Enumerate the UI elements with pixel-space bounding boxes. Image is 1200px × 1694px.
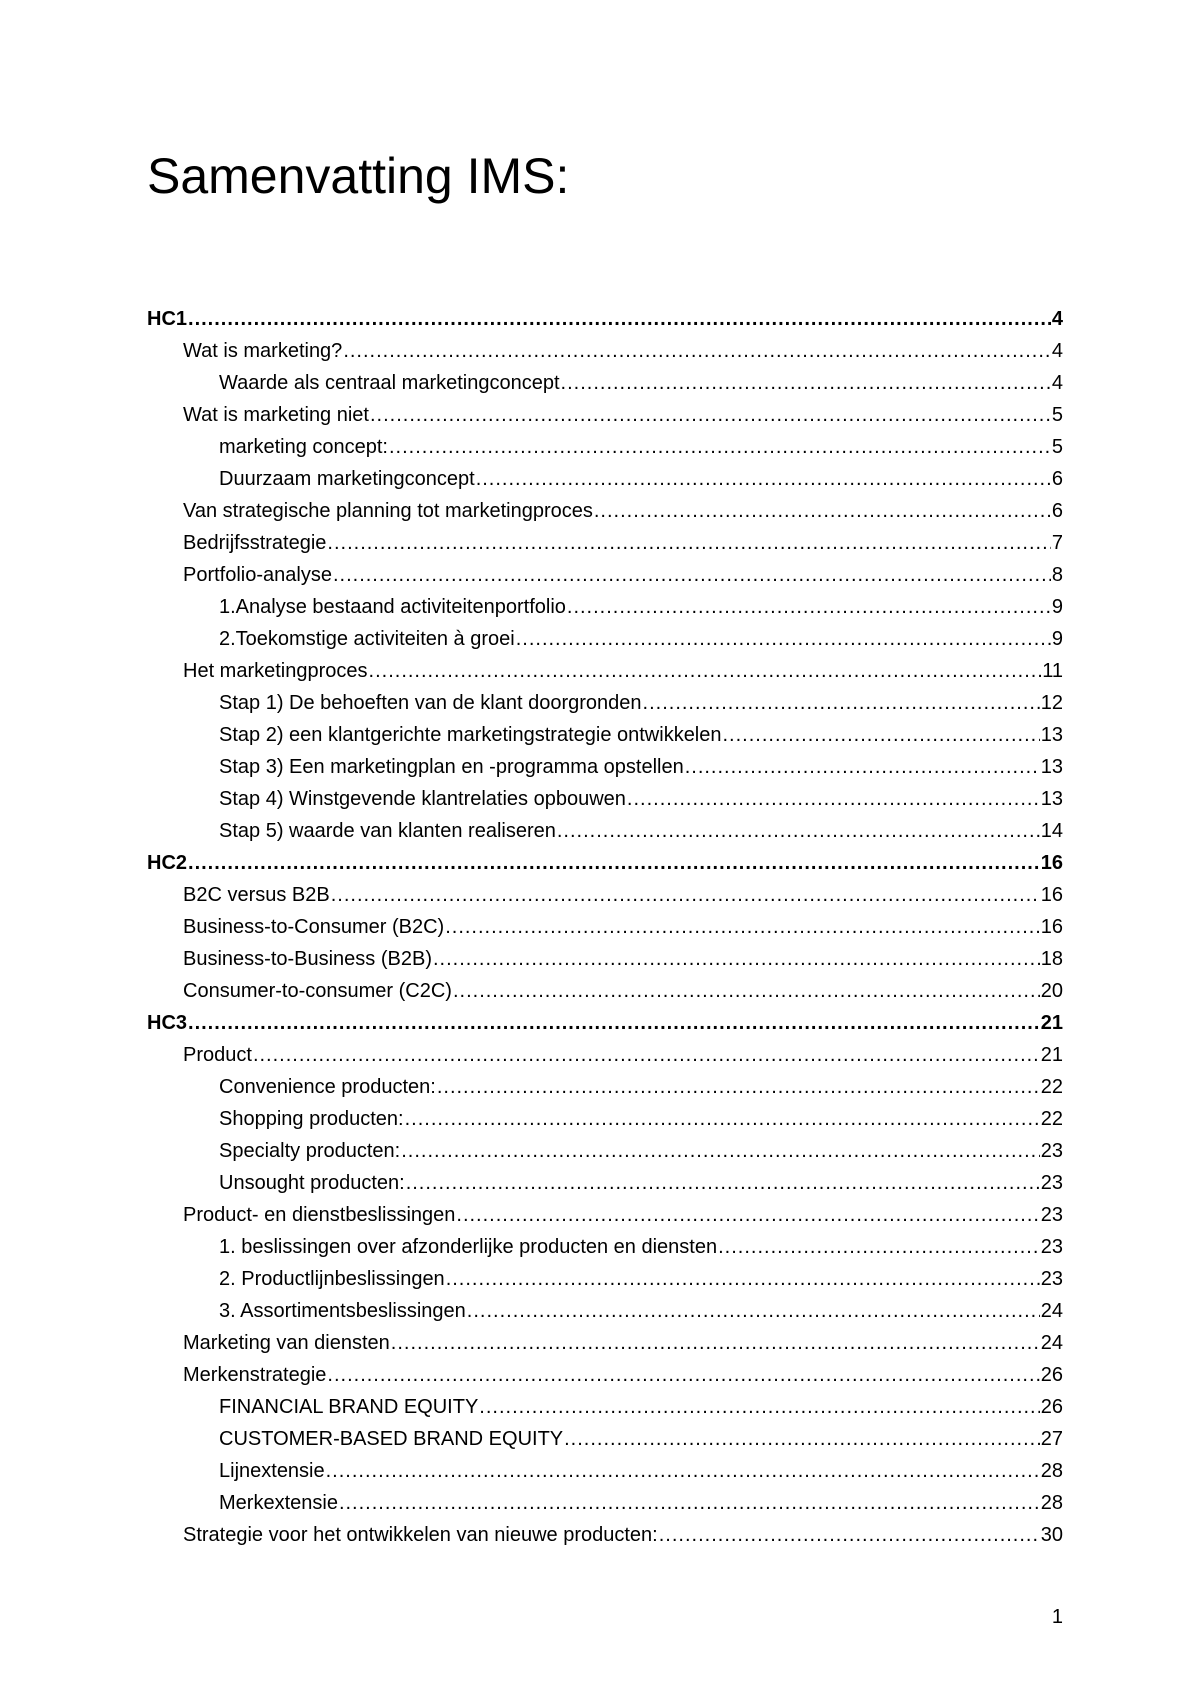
toc-dot-leader [467,1295,1040,1327]
toc-entry[interactable] [147,1039,1063,1071]
toc-entry[interactable] [147,783,1063,815]
toc-entry-title: Stap 1) De behoeften van de klant doorgronden [219,692,642,714]
toc-dot-leader [659,1519,1040,1551]
toc-dot-leader [405,1103,1040,1135]
toc-dot-leader [456,1199,1039,1231]
toc-entry-title: Stap 2) een klantgerichte marketingstrategie ontwikkelen [219,724,722,746]
toc-entry-title: Wat is marketing niet [183,404,369,426]
toc-dot-leader [401,1135,1040,1167]
toc-entry[interactable] [147,1423,1063,1455]
toc-dot-leader [445,911,1040,943]
toc-entry-page: 16 [1040,884,1063,906]
toc-entry[interactable] [147,751,1063,783]
toc-entry-title: Het marketingproces [183,660,368,682]
toc-entry-page: 24 [1040,1300,1063,1322]
toc-entry-page: 4 [1051,308,1063,330]
toc-dot-leader [594,495,1051,527]
toc-entry-title: Lijnextensie [219,1460,325,1482]
toc-entry-page: 13 [1040,788,1063,810]
toc-entry[interactable] [147,943,1063,975]
toc-entry-page: 11 [1042,660,1063,682]
toc-entry-page: 12 [1040,692,1063,714]
toc-entry-page: 13 [1040,724,1063,746]
toc-dot-leader [685,751,1040,783]
toc-entry-title: CUSTOMER-BASED BRAND EQUITY [219,1428,564,1450]
toc-entry[interactable] [147,1135,1063,1167]
toc-entry-page: 6 [1051,500,1063,522]
toc-dot-leader [446,1263,1040,1295]
toc-dot-leader [327,1359,1039,1391]
toc-entry-title: Portfolio-analyse [183,564,332,586]
toc-entry[interactable] [147,975,1063,1007]
toc-entry-page: 26 [1040,1364,1063,1386]
toc-entry[interactable] [147,911,1063,943]
toc-entry[interactable] [147,815,1063,847]
toc-entry-page: 4 [1051,372,1063,394]
toc-entry-title: FINANCIAL BRAND EQUITY [219,1396,479,1418]
toc-entry[interactable] [147,1359,1063,1391]
toc-dot-leader [557,815,1040,847]
toc-entry-title: Shopping producten: [219,1108,404,1130]
toc-entry[interactable] [147,303,1063,335]
toc-entry[interactable] [147,399,1063,431]
toc-entry[interactable] [147,1199,1063,1231]
toc-entry[interactable] [147,1327,1063,1359]
toc-dot-leader [188,1007,1040,1039]
toc-entry-title: Stap 4) Winstgevende klantrelaties opbouwen [219,788,626,810]
toc-entry[interactable] [147,1007,1063,1039]
toc-entry-title: Unsought producten: [219,1172,405,1194]
toc-entry-title: 2.Toekomstige activiteiten à groei [219,628,515,650]
toc-entry-page: 9 [1051,628,1063,650]
toc-entry-title: Marketing van diensten [183,1332,390,1354]
toc-dot-leader [369,655,1042,687]
toc-dot-leader [391,1327,1040,1359]
toc-entry-page: 20 [1040,980,1063,1002]
toc-entry[interactable] [147,1391,1063,1423]
toc-entry-page: 22 [1040,1108,1063,1130]
toc-entry-title: HC1 [147,308,188,330]
toc-dot-leader [627,783,1040,815]
toc-entry-page: 21 [1040,1044,1063,1066]
toc-entry[interactable] [147,1519,1063,1551]
toc-entry-page: 9 [1051,596,1063,618]
toc-entry-page: 16 [1040,852,1063,874]
toc-entry[interactable] [147,591,1063,623]
toc-entry-title: Duurzaam marketingconcept [219,468,475,490]
toc-entry[interactable] [147,847,1063,879]
toc-entry[interactable] [147,1455,1063,1487]
toc-entry[interactable] [147,623,1063,655]
toc-entry-title: HC2 [147,852,188,874]
toc-dot-leader [564,1423,1040,1455]
toc-dot-leader [327,527,1050,559]
toc-entry-title: Stap 5) waarde van klanten realiseren [219,820,556,842]
toc-entry-page: 23 [1040,1140,1063,1162]
toc-entry-page: 6 [1051,468,1063,490]
toc-entry-page: 28 [1040,1492,1063,1514]
toc-entry-title: Business-to-Consumer (B2C) [183,916,445,938]
toc-entry-page: 21 [1040,1012,1063,1034]
toc-entry[interactable] [147,1167,1063,1199]
toc-dot-leader [188,303,1051,335]
toc-entry[interactable] [147,1231,1063,1263]
toc-dot-leader [437,1071,1040,1103]
toc-entry-page: 7 [1051,532,1063,554]
toc-entry-page: 22 [1040,1076,1063,1098]
toc-dot-leader [479,1391,1039,1423]
toc-entry-page: 5 [1051,404,1063,426]
toc-entry[interactable] [147,559,1063,591]
toc-entry[interactable] [147,1263,1063,1295]
toc-entry-title: 2. Productlijnbeslissingen [219,1268,445,1290]
toc-dot-leader [326,1455,1040,1487]
toc-entry-page: 23 [1040,1236,1063,1258]
toc-dot-leader [188,847,1040,879]
toc-entry-title: HC3 [147,1012,188,1034]
toc-dot-leader [516,623,1051,655]
toc-entry-page: 4 [1051,340,1063,362]
document-title: Samenvatting IMS: [147,148,570,204]
toc-dot-leader [433,943,1040,975]
toc-dot-leader [453,975,1040,1007]
toc-entry-title: 1. beslissingen over afzonderlijke producten en diensten [219,1236,718,1258]
toc-entry-title: Strategie voor het ontwikkelen van nieuwe producten: [183,1524,658,1546]
toc-entry-title: marketing concept: [219,436,388,458]
toc-entry-title: Product- en dienstbeslissingen [183,1204,456,1226]
toc-entry-title: Bedrijfsstrategie [183,532,327,554]
toc-entry[interactable] [147,687,1063,719]
toc-entry-title: Van strategische planning tot marketingproces [183,500,593,522]
toc-dot-leader [561,367,1051,399]
toc-entry-page: 16 [1040,916,1063,938]
toc-entry-title: Wat is marketing? [183,340,343,362]
toc-dot-leader [331,879,1040,911]
toc-dot-leader [406,1167,1040,1199]
toc-entry-title: Stap 3) Een marketingplan en -programma opstellen [219,756,684,778]
toc-entry-page: 23 [1040,1204,1063,1226]
toc-dot-leader [567,591,1051,623]
toc-entry-title: Waarde als centraal marketingconcept [219,372,560,394]
toc-entry-title: 1.Analyse bestaand activiteitenportfolio [219,596,566,618]
toc-dot-leader [253,1039,1040,1071]
toc-entry-title: Specialty producten: [219,1140,401,1162]
toc-dot-leader [643,687,1040,719]
toc-entry[interactable] [147,495,1063,527]
toc-entry[interactable] [147,1295,1063,1327]
toc-entry-page: 8 [1051,564,1063,586]
toc-dot-leader [476,463,1051,495]
toc-entry[interactable] [147,367,1063,399]
toc-entry-page: 24 [1040,1332,1063,1354]
toc-entry-page: 23 [1040,1268,1063,1290]
toc-entry-page: 5 [1051,436,1063,458]
toc-dot-leader [333,559,1051,591]
toc-entry-title: Consumer-to-consumer (C2C) [183,980,452,1002]
toc-entry-title: Convenience producten: [219,1076,436,1098]
toc-dot-leader [339,1487,1040,1519]
toc-entry[interactable] [147,527,1063,559]
toc-entry-page: 27 [1040,1428,1063,1450]
toc-entry-title: Business-to-Business (B2B) [183,948,432,970]
toc-entry[interactable] [147,431,1063,463]
toc-dot-leader [718,1231,1040,1263]
toc-entry[interactable] [147,1103,1063,1135]
toc-dot-leader [389,431,1051,463]
toc-entry[interactable] [147,463,1063,495]
toc-entry-page: 30 [1040,1524,1063,1546]
toc-entry-page: 18 [1040,948,1063,970]
toc-dot-leader [370,399,1051,431]
toc-entry[interactable] [147,1071,1063,1103]
toc-entry[interactable] [147,879,1063,911]
toc-entry[interactable] [147,335,1063,367]
toc-entry-title: Merkenstrategie [183,1364,327,1386]
toc-entry-page: 14 [1040,820,1063,842]
toc-entry-page: 13 [1040,756,1063,778]
toc-entry[interactable] [147,719,1063,751]
toc-entry-title: 3. Assortimentsbeslissingen [219,1300,466,1322]
toc-entry[interactable] [147,655,1063,687]
toc-dot-leader [343,335,1051,367]
toc-entry-page: 28 [1040,1460,1063,1482]
toc-entry-title: Merkextensie [219,1492,338,1514]
toc-entry-page: 23 [1040,1172,1063,1194]
toc-entry-title: Product [183,1044,252,1066]
toc-entry[interactable] [147,1487,1063,1519]
page-number: 1 [1051,1606,1063,1628]
table-of-contents [147,303,1063,1551]
toc-dot-leader [723,719,1040,751]
toc-entry-title: B2C versus B2B [183,884,330,906]
toc-entry-page: 26 [1040,1396,1063,1418]
